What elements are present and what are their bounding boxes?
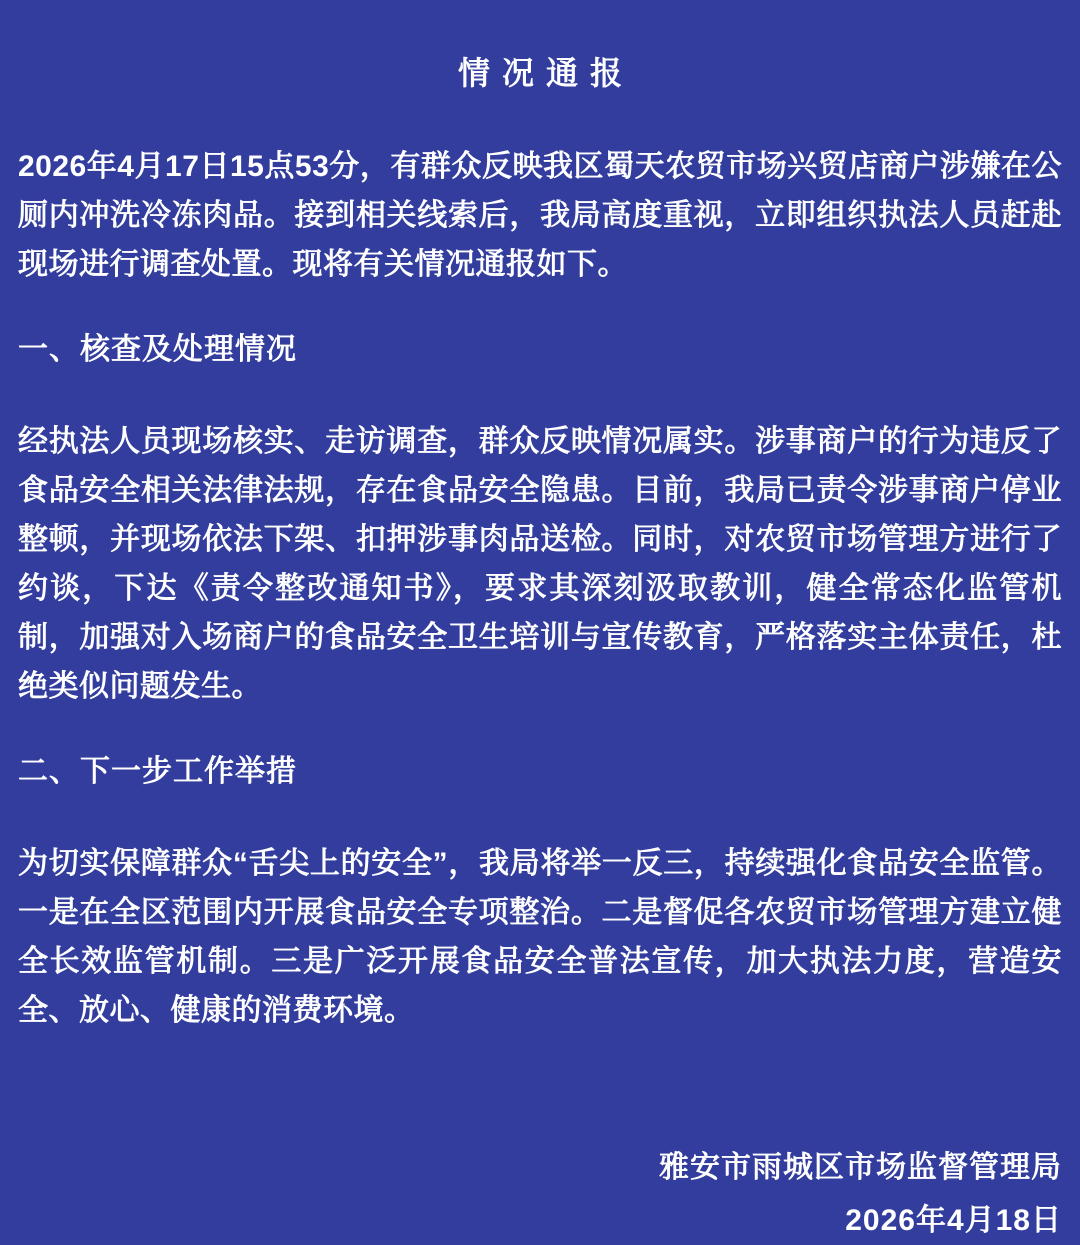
- issuer-signature: 雅安市雨城区市场监督管理局: [659, 1151, 1062, 1184]
- signature-block: [18, 1143, 1062, 1245]
- section-2-heading: 二、下一步工作举措: [18, 755, 297, 788]
- notice-date: 2026年4月18日: [845, 1204, 1062, 1237]
- section-1-heading: 一、核查及处理情况: [18, 333, 297, 366]
- notice-title: 情况通报: [457, 55, 634, 91]
- section-2-body: 为切实保障群众“舌尖上的安全”，我局将举一反三，持续强化食品安全监管。一是在全区范围内开展食品安全专项整治。二是督促各农贸市场管理方建立健全长效监管机制。三是广泛开展食品安全普法宣传，加大执法力度，营造安全、放心、健康的消费环境。: [18, 847, 1062, 1027]
- section-1-body: 经执法人员现场核实、走访调查，群众反映情况属实。涉事商户的行为违反了食品安全相关法律法规，存在食品安全隐患。目前，我局已责令涉事商户停业整顿，并现场依法下架、扣押涉事肉品送检。同时，对农贸市场管理方进行了约谈，下达《责令整改通知书》，要求其深刻汲取教训，健全常态化监管机制，加强对入场商户的食品安全卫生培训与宣传教育，严格落实主体责任，杜绝类似问题发生。: [18, 425, 1062, 703]
- notice-intro-paragraph: 2026年4月17日15点53分，有群众反映我区蜀天农贸市场兴贸店商户涉嫌在公厕内冲洗冷冻肉品。接到相关线索后，我局高度重视，立即组织执法人员赶赴现场进行调查处置。现将有关情况通报如下。: [18, 150, 1062, 281]
- notice-page: [0, 52, 1080, 1237]
